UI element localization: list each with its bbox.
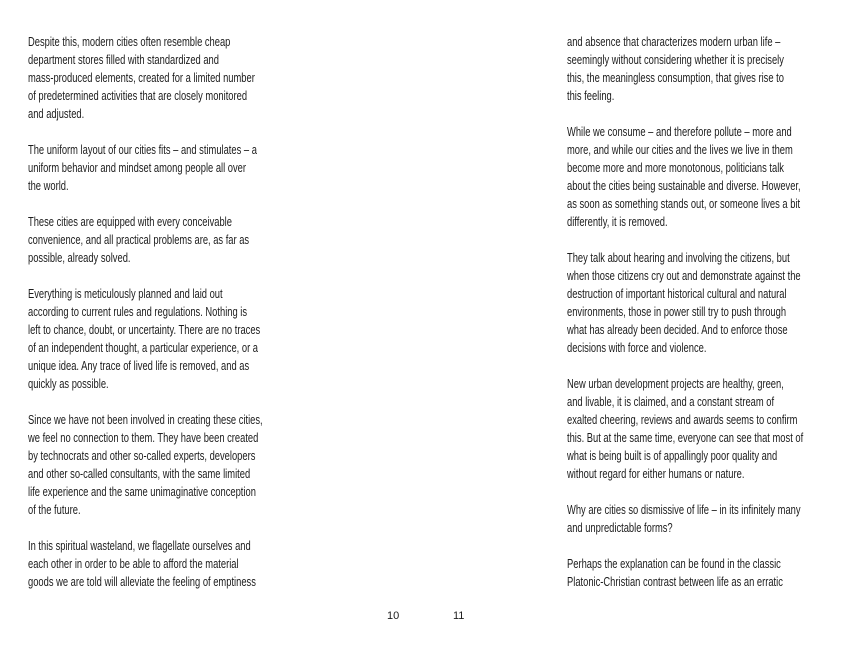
paragraph — [567, 501, 803, 537]
paragraph — [28, 537, 263, 591]
text-line: goods we are told will alleviate the feeling of emptiness — [28, 574, 256, 589]
text-line: and livable, it is claimed, and a constant stream of — [567, 394, 775, 409]
text-line: Platonic-Christian contrast between life as an erratic — [567, 574, 783, 589]
text-line: Perhaps the explanation can be found in the classic — [567, 556, 781, 571]
text-line: department stores filled with standardized and — [28, 52, 219, 67]
page-left-text-column — [28, 33, 263, 609]
text-line: and adjusted. — [28, 106, 85, 121]
text-line: without regard for either humans or nature. — [567, 466, 745, 481]
text-line: according to current rules and regulations. Nothing is — [28, 304, 248, 319]
text-line: They talk about hearing and involving the citizens, but — [567, 250, 790, 265]
page-number-right: 11 — [453, 610, 465, 622]
text-line: this feeling. — [567, 88, 615, 103]
text-line: we feel no connection to them. They have been created — [28, 430, 259, 445]
text-line: convenience, and all practical problems are, as far as — [28, 232, 250, 247]
text-line: The uniform layout of our cities fits – and stimulates – a — [28, 142, 257, 157]
text-line: each other in order to be able to afford the material — [28, 556, 239, 571]
text-line: and absence that characterizes modern urban life – — [567, 34, 781, 49]
paragraph — [567, 555, 803, 591]
text-line: These cities are equipped with every conceivable — [28, 214, 232, 229]
text-line: uniform behavior and mindset among people all over — [28, 160, 247, 175]
text-line: decisions with force and violence. — [567, 340, 707, 355]
text-line: New urban development projects are healthy, green, — [567, 376, 784, 391]
paragraph — [567, 33, 803, 105]
text-line: what has already been decided. And to enforce those — [567, 322, 788, 337]
text-line: While we consume – and therefore pollute – more and — [567, 124, 792, 139]
text-line: of the future. — [28, 502, 81, 517]
text-line: Why are cities so dismissive of life – in its infinitely many — [567, 502, 801, 517]
text-line: and other so-called consultants, with the same limited — [28, 466, 251, 481]
text-line: become more and more monotonous, politicians talk — [567, 160, 784, 175]
text-line: life experience and the same unimaginative conception — [28, 484, 256, 499]
page-number-left: 10 — [387, 610, 400, 622]
page-right-text-column — [567, 33, 803, 609]
text-line: seemingly without considering whether it is precisely — [567, 52, 784, 67]
text-line: Everything is meticulously planned and laid out — [28, 286, 223, 301]
text-line: about the cities being sustainable and diverse. However, — [567, 178, 801, 193]
text-line: the world. — [28, 178, 69, 193]
paragraph — [28, 213, 263, 267]
text-line: left to chance, doubt, or uncertainty. There are no traces — [28, 322, 261, 337]
text-line: mass-produced elements, created for a limited number — [28, 70, 255, 85]
text-line: Since we have not been involved in creating these cities, — [28, 412, 263, 427]
paragraph — [28, 141, 263, 195]
text-line: Despite this, modern cities often resemble cheap — [28, 34, 231, 49]
text-line: possible, already solved. — [28, 250, 131, 265]
paragraph — [567, 123, 803, 231]
text-line: quickly as possible. — [28, 376, 109, 391]
text-line: of predetermined activities that are closely monitored — [28, 88, 248, 103]
paragraph — [28, 411, 263, 519]
paragraph — [28, 285, 263, 393]
text-line: as soon as something stands out, or someone lives a bit — [567, 196, 801, 211]
paragraph — [567, 375, 803, 483]
text-line: In this spiritual wasteland, we flagellate ourselves and — [28, 538, 251, 553]
text-line: by technocrats and other so-called experts, developers — [28, 448, 256, 463]
text-line: environments, those in power still try to push through — [567, 304, 787, 319]
text-line: and unpredictable forms? — [567, 520, 673, 535]
text-line: unique idea. Any trace of lived life is removed, and as — [28, 358, 250, 373]
text-line: when those citizens cry out and demonstrate against the — [567, 268, 801, 283]
paragraph — [567, 249, 803, 357]
text-line: differently, it is removed. — [567, 214, 668, 229]
page-right — [425, 0, 850, 652]
text-line: this, the meaningless consumption, that gives rise to — [567, 70, 784, 85]
text-line: this. But at the same time, everyone can see that most of — [567, 430, 804, 445]
text-line: of an independent thought, a particular experience, or a — [28, 340, 259, 355]
text-line: exalted cheering, reviews and awards seems to confirm — [567, 412, 798, 427]
paragraph — [28, 33, 263, 123]
text-line: destruction of important historical cultural and natural — [567, 286, 787, 301]
text-line: more, and while our cities and the lives we live in them — [567, 142, 793, 157]
text-line: what is being built is of appallingly poor quality and — [567, 448, 778, 463]
